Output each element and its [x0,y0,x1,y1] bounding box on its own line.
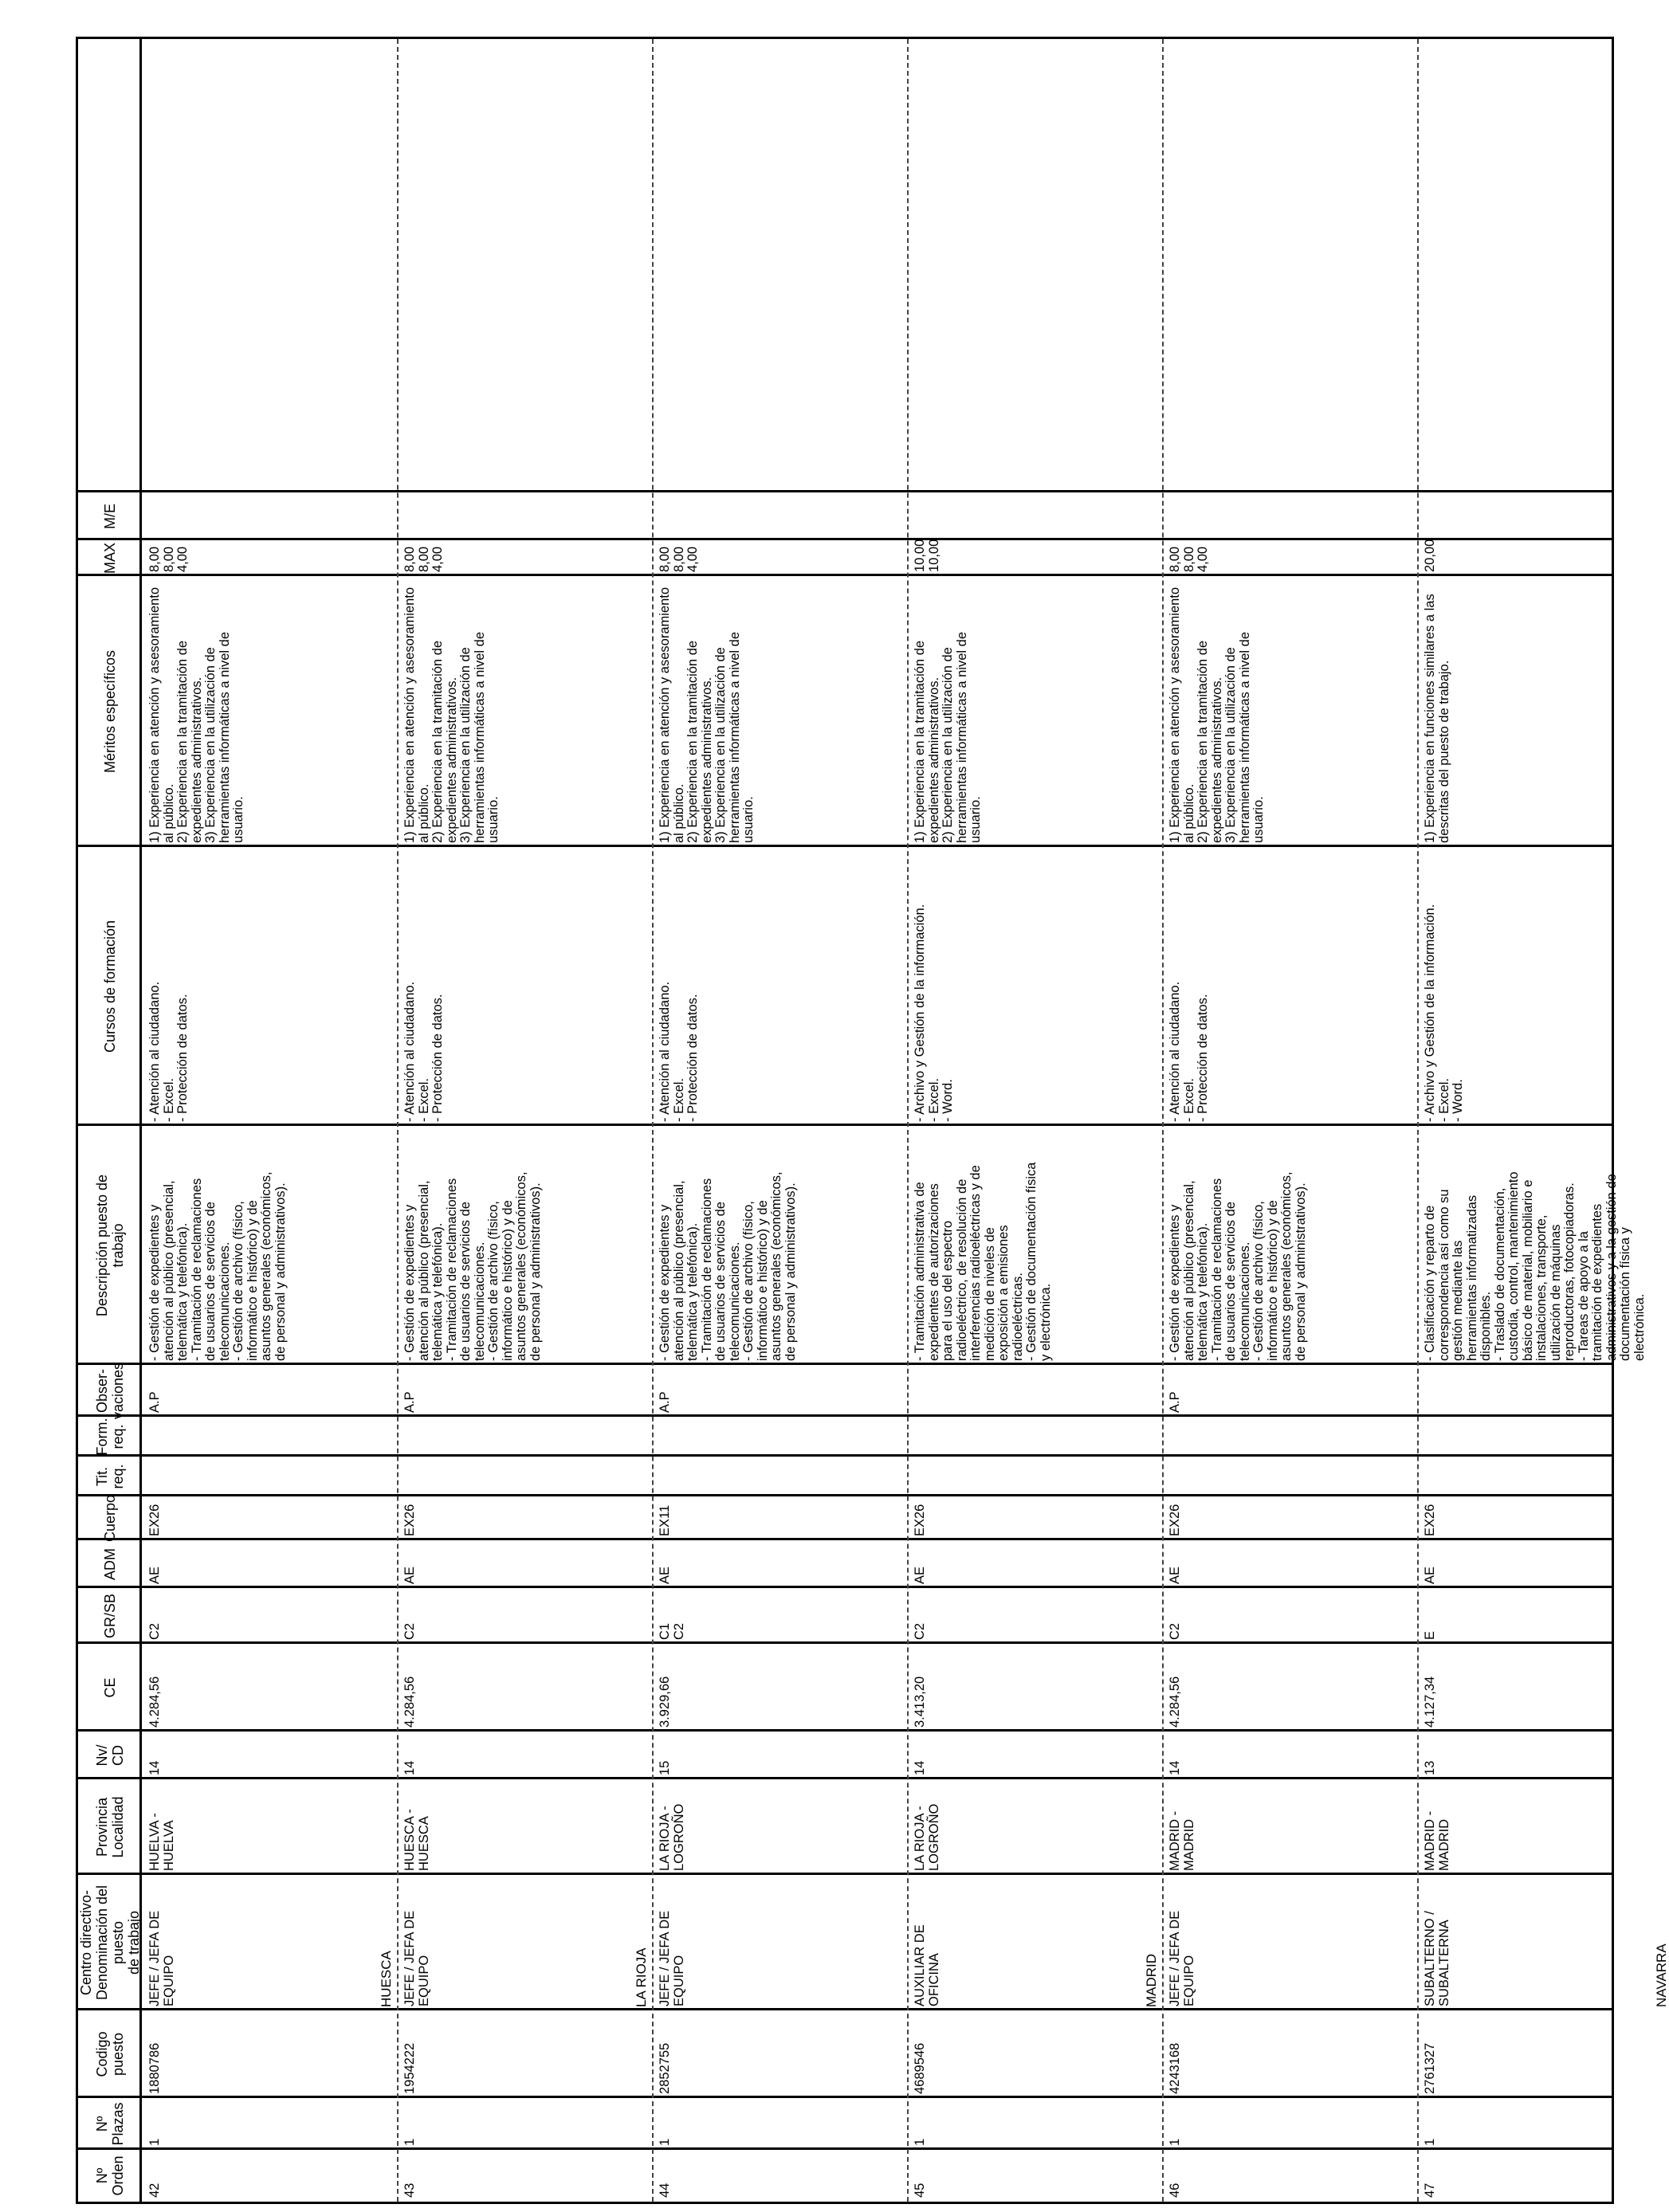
row-42-plazas: 1 [147,2138,162,2146]
row-43-form [403,1418,642,1455]
row-42-cuerpo: EX26 [147,1504,162,1536]
row-45-descripcion: - Tramitación administrativa de expedientes de autorizaciones para el uso del espectro radioeléctrico, de resolución de interferencias radioeléctricas y de medición de niveles de exposición a emisiones radioeléctricas. - Gestión de documentación física y electrónica. [913,1162,1053,1361]
row-46-adm: AE [1168,1566,1182,1584]
header-codigo: Codigo puesto [94,2031,126,2077]
row-42-centro: JEFE / JEFA DE EQUIPO [147,1910,176,2006]
row-44-provincia: LA RIOJA - LOGROÑO [658,1803,686,1871]
row-43-meritos: 1) Experiencia en atención y asesoramiento al público. 2) Experiencia en la tramitación de expedientes administrativos. 3) Experiencia en la utilización de herramientas informáticas a nivel de usuario. [403,586,501,843]
row-43-tit [403,1458,642,1495]
row-45-max: 10,00 10,00 [913,539,941,572]
row-46-cursos: - Atención al ciudadano. - Excel. - Protección de datos. [1168,981,1210,1122]
row-47-provincia: MADRID - MADRID [1423,1810,1451,1871]
row-44-tit [658,1458,897,1495]
row-46-nivel: 14 [1168,1760,1182,1775]
row-44-cursos: - Atención al ciudadano. - Excel. - Protección de datos. [658,981,700,1122]
row-47-orden: 47 [1423,2183,1437,2198]
row-46-form [1168,1418,1408,1455]
column-divider [78,1641,1612,1644]
row-43-nivel: 14 [403,1760,417,1775]
row-47-codigo: 2761327 [1423,2042,1437,2094]
column-divider [78,2008,1612,2010]
row-45-meritos: 1) Experiencia en la tramitación de expedientes administrativos. 2) Experiencia en la utilización de herramientas informáticas a nivel de usuario. [913,631,983,843]
row-45-plazas: 1 [913,2138,927,2146]
row-42-max: 8,00 8,00 4,00 [147,546,190,572]
row-44-descripcion: - Gestión de expedientes y atención al público (presencial, telemática y telefónica). - Tramitación de reclamaciones de usuarios de servicios de telecomunicaciones. - Gestión de archivo (físico, informático e histórico) y de asuntos generales (económicos, de personal y administrativos). [658,1171,798,1361]
row-44-grupo: C1 C2 [658,1622,686,1640]
header-centro: Centro directivo- Denominación del puesto de trabajo [78,1885,142,2001]
row-46-grupo: C2 [1168,1622,1182,1640]
row-47-plazas: 1 [1423,2138,1437,2146]
row-44-adm: AE [658,1566,672,1584]
row-46-orden: 46 [1168,2183,1182,2198]
row-45-cursos: - Archivo y Gestión de la información. - Excel. - Word. [913,904,955,1122]
row-43-orden: 43 [403,2183,417,2198]
row-45-provincia: LA RIOJA - LOGROÑO [913,1803,941,1871]
row-47-cuerpo: EX26 [1423,1504,1437,1536]
row-44-meritos: 1) Experiencia en atención y asesoramiento al público. 2) Experiencia en la tramitación de expedientes administrativos. 3) Experiencia en la utilización de herramientas informáticas a nivel de usuario. [658,586,756,843]
row-42-form [148,1418,387,1455]
row-43-max: 8,00 8,00 4,00 [403,546,445,572]
row-44-centro: JEFE / JEFA DE EQUIPO [658,1910,686,2006]
row-44-plazas: 1 [658,2138,672,2146]
province-heading: NAVARRA [1654,1943,1669,2007]
row-46-codigo: 4243168 [1168,2042,1182,2094]
row-43-cuerpo: EX26 [403,1504,417,1536]
column-divider [78,1363,1612,1365]
row-47-meritos: 1) Experiencia en funciones similares a las descritas del puesto de trabajo. [1423,594,1451,843]
row-46-cuerpo: EX26 [1168,1504,1182,1536]
row-46-max: 8,00 8,00 4,00 [1168,546,1210,572]
row-44-cuerpo: EX11 [658,1504,672,1536]
column-divider [78,490,1612,492]
row-43-provincia: HUESCA - HUESCA [403,1809,431,1871]
header-me: M/E [102,504,118,530]
row-42-tit [148,1458,387,1495]
column-divider [78,1729,1612,1732]
row-46-obs: A.P [1168,1391,1182,1413]
row-42-codigo: 1880786 [147,2042,162,2094]
row-43-grupo: C2 [403,1622,417,1640]
province-heading: LA RIOJA [634,1947,649,2007]
header-cursos: Cursos de formación [102,920,118,1053]
column-divider [78,1124,1612,1126]
column-divider [78,1873,1612,1875]
positions-table [76,37,1669,2204]
row-43-cursos: - Atención al ciudadano. - Excel. - Protección de datos. [403,981,445,1122]
row-47-nivel: 13 [1423,1760,1437,1775]
row-46-tit [1168,1458,1408,1495]
header-descripcion: Descripción puesto de trabajo [94,1174,126,1317]
column-divider [78,1538,1612,1540]
row-45-centro: AUXILIAR DE OFICINA [913,1924,941,2006]
row-45-codigo: 4689546 [913,2042,927,2094]
header-provincia: Provincia Localidad [94,1796,126,1858]
row-43-adm: AE [403,1566,417,1584]
header-obs: Obser- vaciones [94,1362,126,1420]
row-47-form [1424,1418,1663,1455]
header-cuerpo: Cuerpo [102,1494,118,1543]
header-meritos: Méritos específicos [102,649,118,774]
row-42-grupo: C2 [147,1622,162,1640]
column-divider [78,1414,1612,1417]
row-45-orden: 45 [913,2183,927,2198]
row-43-centro: JEFE / JEFA DE EQUIPO [403,1910,431,2006]
header-nivel: Nv/ CD [94,1744,126,1767]
row-45-cuerpo: EX26 [913,1504,927,1536]
row-47-obs [1424,1367,1663,1415]
column-divider [78,845,1612,847]
column-divider [78,1586,1612,1588]
column-divider [78,1777,1612,1779]
column-divider [78,1454,1612,1457]
province-heading: HUESCA [379,1951,394,2007]
row-separator [1162,39,1164,2202]
row-42-meritos: 1) Experiencia en atención y asesoramiento al público. 2) Experiencia en la tramitación de expedientes administrativos. 3) Experiencia en la utilización de herramientas informáticas a nivel de usuario. [147,586,245,843]
row-46-ce: 4.284,56 [1168,1676,1182,1728]
table-header [78,39,142,2202]
row-47-cursos: - Archivo y Gestión de la información. - Excel. - Word. [1423,904,1465,1122]
row-45-ce: 3.413,20 [913,1676,927,1728]
row-43-codigo: 1954222 [403,2042,417,2094]
header-ce: CE [102,1677,118,1698]
row-46-descripcion: - Gestión de expedientes y atención al público (presencial, telemática y telefónica). - Tramitación de reclamaciones de usuarios de servicios de telecomunicaciones. - Gestión de archivo (físico, informático e histórico) y de asuntos generales (económicos, de personal y administrativos). [1168,1171,1308,1361]
row-46-centro: JEFE / JEFA DE EQUIPO [1168,1910,1196,2006]
row-42-nivel: 14 [147,1760,162,1775]
column-divider [78,574,1612,576]
row-47-ce: 4.127,34 [1423,1676,1437,1728]
row-47-max: 20,00 [1423,539,1437,572]
row-44-form [658,1418,897,1455]
header-max: MAX [102,542,118,574]
row-46-plazas: 1 [1168,2138,1182,2146]
header-grupo: GR/SB [102,1594,118,1639]
row-47-adm: AE [1423,1566,1437,1584]
row-45-tit [913,1458,1153,1495]
column-divider [78,2147,1612,2150]
header-tit: Tit. req. [94,1464,126,1489]
row-43-plazas: 1 [403,2138,417,2146]
header-orden: Nº Orden [94,2155,126,2196]
row-45-adm: AE [913,1566,927,1584]
row-43-descripcion: - Gestión de expedientes y atención al público (presencial, telemática y telefónica). - Tramitación de reclamaciones de usuarios de servicios de telecomunicaciones. - Gestión de archivo (físico, informático e histórico) y de asuntos generales (económicos, de personal y administrativos). [403,1171,543,1361]
row-42-ce: 4.284,56 [147,1676,162,1728]
row-44-nivel: 15 [658,1760,672,1775]
header-form: Form. req. [94,1418,126,1456]
row-42-descripcion: - Gestión de expedientes y atención al público (presencial, telemática y telefónica). - Tramitación de reclamaciones de usuarios de servicios de telecomunicaciones. - Gestión de archivo (físico, informático e histórico) y de asuntos generales (económicos, de personal y administrativos). [147,1171,288,1361]
header-adm: ADM [102,1548,118,1580]
column-divider [78,1494,1612,1496]
row-45-form [913,1418,1153,1455]
row-45-grupo: C2 [913,1622,927,1640]
column-divider [78,538,1612,540]
row-42-obs: A.P [147,1391,162,1413]
row-43-obs: A.P [403,1391,417,1413]
row-45-obs [913,1367,1153,1415]
row-42-adm: AE [147,1566,162,1584]
row-44-codigo: 2852755 [658,2042,672,2094]
row-46-provincia: MADRID - MADRID [1168,1810,1196,1871]
row-42-provincia: HUELVA - HUELVA [147,1813,176,1871]
column-divider [78,2096,1612,2098]
row-47-centro: SUBALTERNO / SUBALTERNA [1423,1911,1451,2006]
row-47-tit [1424,1458,1663,1495]
row-46-meritos: 1) Experiencia en atención y asesoramiento al público. 2) Experiencia en la tramitación de expedientes administrativos. 3) Experiencia en la utilización de herramientas informáticas a nivel de usuario. [1168,586,1266,843]
row-separator [397,39,399,2202]
row-43-ce: 4.284,56 [403,1676,417,1728]
row-separator [1417,39,1419,2202]
row-44-orden: 44 [658,2183,672,2198]
row-47-descripcion: - Clasificación y reparto de correspondencia así como su gestión mediante las herramientas informatizadas disponibles. - Traslado de documentación, custodia, control, mantenimiento básico de material, mobiliario e instalaciones, transporte, utilización de máquinas reproductoras, fotocopiadoras. - Tareas de apoyo a la tramitación de expedientes administrativos y a la gestión de documentación física y electrónica. [1423,1171,1647,1361]
row-44-obs: A.P [658,1391,672,1413]
row-42-cursos: - Atención al ciudadano. - Excel. - Protección de datos. [147,981,190,1122]
row-42-orden: 42 [147,2183,162,2198]
row-44-ce: 3.929,66 [658,1676,672,1728]
province-heading: MADRID [1144,1953,1159,2007]
row-separator [652,39,654,2202]
header-plazas: Nº Plazas [94,2102,126,2146]
row-47-grupo: E [1423,1630,1437,1640]
row-44-max: 8,00 8,00 4,00 [658,546,700,572]
row-separator [907,39,909,2202]
row-45-nivel: 14 [913,1760,927,1775]
